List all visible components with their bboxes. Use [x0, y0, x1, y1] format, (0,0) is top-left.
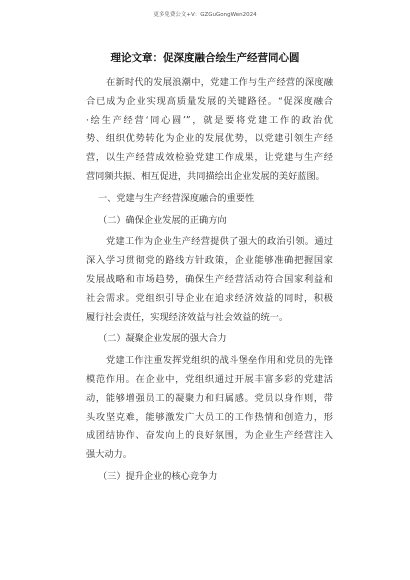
paragraph-line: 营同频共振、相互促进，共同描绘出企业发展的美好蓝图。 — [86, 170, 325, 182]
header-note: 更多免费公文+V：GZGuGongWen2024 — [153, 12, 257, 18]
paragraph-line: 动，能够增强员工的凝聚力和归属感。党员以身作则，带 — [86, 392, 333, 404]
paragraph-line: 营，以生产经营成效检验党建工作成果，让党建与生产经 — [86, 152, 333, 164]
section-heading: 一、党建与生产经营深度融合的重要性 — [98, 192, 255, 204]
paragraph-line: ·绘生产经营‘同心圆’”，就是要将党建工作的政治优 — [86, 114, 333, 126]
paragraph-line: 合已成为企业实现高质量发展的关键路径。“促深度融合 — [86, 95, 333, 107]
paragraph-line: 履行社会责任，实现经济效益与社会效益的统一。 — [86, 311, 289, 323]
body-paragraph — [86, 233, 333, 327]
paragraph-line: 模范作用。在企业中，党组织通过开展丰富多彩的党建活 — [86, 373, 333, 385]
document-title: 理论文章：促深度融合绘生产经营同心圆 — [110, 52, 300, 64]
paragraph-line: 发展战略和市场趋势，确保生产经营活动符合国家利益和 — [86, 273, 333, 285]
paragraph-line: 强大动力。 — [86, 449, 132, 461]
body-paragraph — [86, 352, 333, 465]
paragraph-line: 在新时代的发展浪潮中，党建工作与生产经营的深度融 — [106, 77, 333, 88]
intro-paragraph — [86, 74, 333, 187]
paragraph-line: 成团结协作、奋发向上的良好氛围，为企业生产经营注入 — [86, 430, 333, 442]
paragraph-line: 头攻坚克难，能够激发广大员工的工作热情和创造力，形 — [86, 411, 333, 423]
subsection-heading: （二）凝聚企业发展的强大合力 — [98, 333, 227, 345]
subsection-heading: （三）提升企业的核心竞争力 — [98, 470, 218, 482]
document-body — [86, 74, 333, 487]
paragraph-line: 党建工作注重发挥党组织的战斗堡垒作用和党员的先锋 — [106, 355, 333, 367]
paragraph-line: 社会需求。党组织引导企业在追求经济效益的同时，积极 — [86, 292, 333, 304]
paragraph-line: 党建工作为企业生产经营提供了强大的政治引领。通过 — [106, 236, 333, 248]
subsection-heading: （二）确保企业发展的正确方向 — [98, 214, 227, 226]
paragraph-line: 势、组织优势转化为企业的发展优势，以党建引领生产经 — [86, 133, 333, 145]
paragraph-line: 深入学习贯彻党的路线方针政策，企业能够准确把握国家 — [86, 255, 333, 267]
